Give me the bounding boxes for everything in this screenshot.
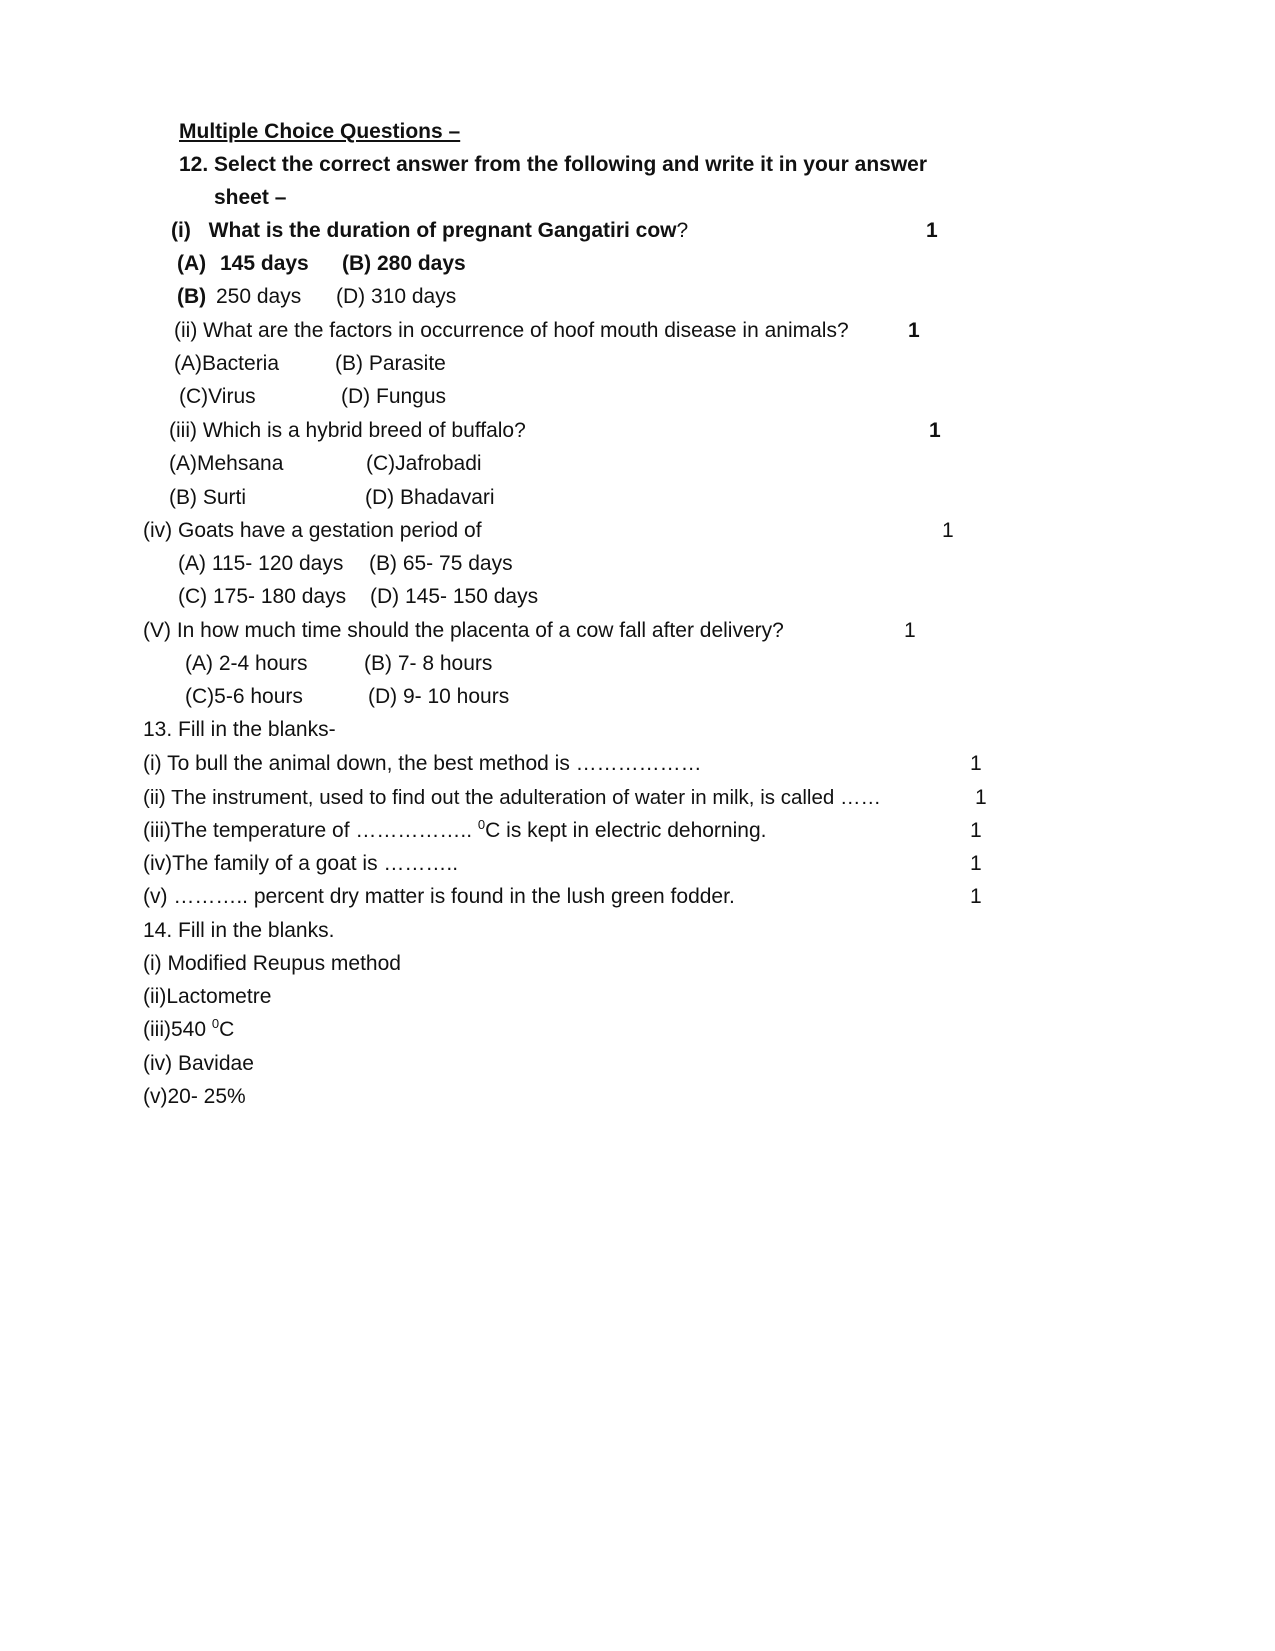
q13-item-iv-mark: 1	[970, 852, 982, 875]
q13-item-i: (i) To bull the animal down, the best method is ………………	[143, 752, 702, 775]
q12-iv-question: (iv) Goats have a gestation period of	[143, 519, 482, 542]
q12-stem-line1: 12. Select the correct answer from the following and write it in your answer	[179, 153, 928, 176]
q14-answer-i: (i) Modified Reupus method	[143, 952, 401, 975]
q12-v-question: (V) In how much time should the placenta of a cow fall after delivery?	[143, 619, 784, 642]
q13-item-i-mark: 1	[970, 752, 982, 775]
q13-item-ii-mark: 1	[975, 786, 987, 809]
q12-iv-option-d: (D) 145- 150 days	[370, 585, 539, 608]
q12-stem-line2: sheet –	[214, 186, 287, 209]
q12-iii-mark: 1	[929, 419, 941, 442]
q14-title: 14. Fill in the blanks.	[143, 919, 335, 942]
q12-i-option-d: (D) 310 days	[336, 285, 457, 308]
q14-answer-iii	[143, 1016, 234, 1044]
q12-i-qmark: ?	[676, 219, 689, 242]
q12-iii-option-c: (C)Jafrobadi	[366, 452, 482, 475]
q12-v-option-b: (B) 7- 8 hours	[364, 652, 493, 675]
section-heading: Multiple Choice Questions –	[179, 120, 461, 143]
q12-ii-option-c: (C)Virus	[179, 385, 256, 408]
q12-iv-option-c: (C) 175- 180 days	[178, 585, 347, 608]
q12-v-option-a: (A) 2-4 hours	[185, 652, 308, 675]
q12-i-option-a-text: 145 days	[220, 252, 309, 275]
q14-answer-ii: (ii)Lactometre	[143, 985, 272, 1008]
q12-i-option-c	[177, 283, 301, 311]
q12-iv-mark: 1	[942, 519, 954, 542]
q12-i-option-c-label: (B)	[177, 285, 207, 308]
q12-i-option-b: (B) 280 days	[342, 252, 466, 275]
q12-iii-option-d: (D) Bhadavari	[365, 486, 495, 509]
q13-item-iii-pre: (iii)The temperature of ……………..	[143, 819, 478, 842]
q13-item-iv: (iv)The family of a goat is ………..	[143, 852, 459, 875]
q12-i-option-a-label: (A)	[177, 252, 207, 275]
q13-item-iii-degree: 0	[477, 817, 486, 832]
q14-answer-iii-degree: 0	[211, 1016, 220, 1031]
q12-v-mark: 1	[904, 619, 916, 642]
q13-item-iii-mark: 1	[970, 819, 982, 842]
q14-answer-v: (v)20- 25%	[143, 1085, 246, 1108]
q12-iv-option-b: (B) 65- 75 days	[369, 552, 513, 575]
q12-ii-option-d: (D) Fungus	[341, 385, 447, 408]
q12-i-text: What is the duration of pregnant Gangatiri cow	[208, 219, 677, 242]
q13-item-v: (v) ……….. percent dry matter is found in the lush green fodder.	[143, 885, 735, 908]
q12-iii-option-a: (A)Mehsana	[169, 452, 284, 475]
q12-i-number: (i)	[171, 219, 191, 242]
q12-v-option-d: (D) 9- 10 hours	[368, 685, 510, 708]
q13-item-ii: (ii) The instrument, used to find out the adulteration of water in milk, is called ……	[143, 786, 881, 809]
q13-item-iii-post: C is kept in electric dehorning.	[485, 819, 767, 842]
q12-iii-question: (iii) Which is a hybrid breed of buffalo?	[169, 419, 526, 442]
q12-ii-option-a: (A)Bacteria	[174, 352, 280, 375]
q12-iv-option-a: (A) 115- 120 days	[178, 552, 344, 575]
q12-i-option-c-text: 250 days	[216, 285, 302, 308]
q12-i-question	[171, 217, 688, 245]
q12-ii-question: (ii) What are the factors in occurrence of hoof mouth disease in animals?	[174, 319, 849, 342]
q12-i-mark: 1	[926, 219, 938, 242]
q13-title: 13. Fill in the blanks-	[143, 718, 336, 741]
q12-ii-option-b: (B) Parasite	[335, 352, 446, 375]
q14-answer-iii-post: C	[219, 1018, 235, 1041]
q13-item-v-mark: 1	[970, 885, 982, 908]
q12-v-option-c: (C)5-6 hours	[185, 685, 303, 708]
q12-iii-option-b: (B) Surti	[169, 486, 247, 509]
q12-ii-mark: 1	[908, 319, 920, 342]
q14-answer-iii-pre: (iii)540	[143, 1018, 212, 1041]
q13-item-iii	[143, 817, 766, 845]
q14-answer-iv: (iv) Bavidae	[143, 1052, 254, 1075]
q12-i-option-a	[177, 250, 309, 278]
